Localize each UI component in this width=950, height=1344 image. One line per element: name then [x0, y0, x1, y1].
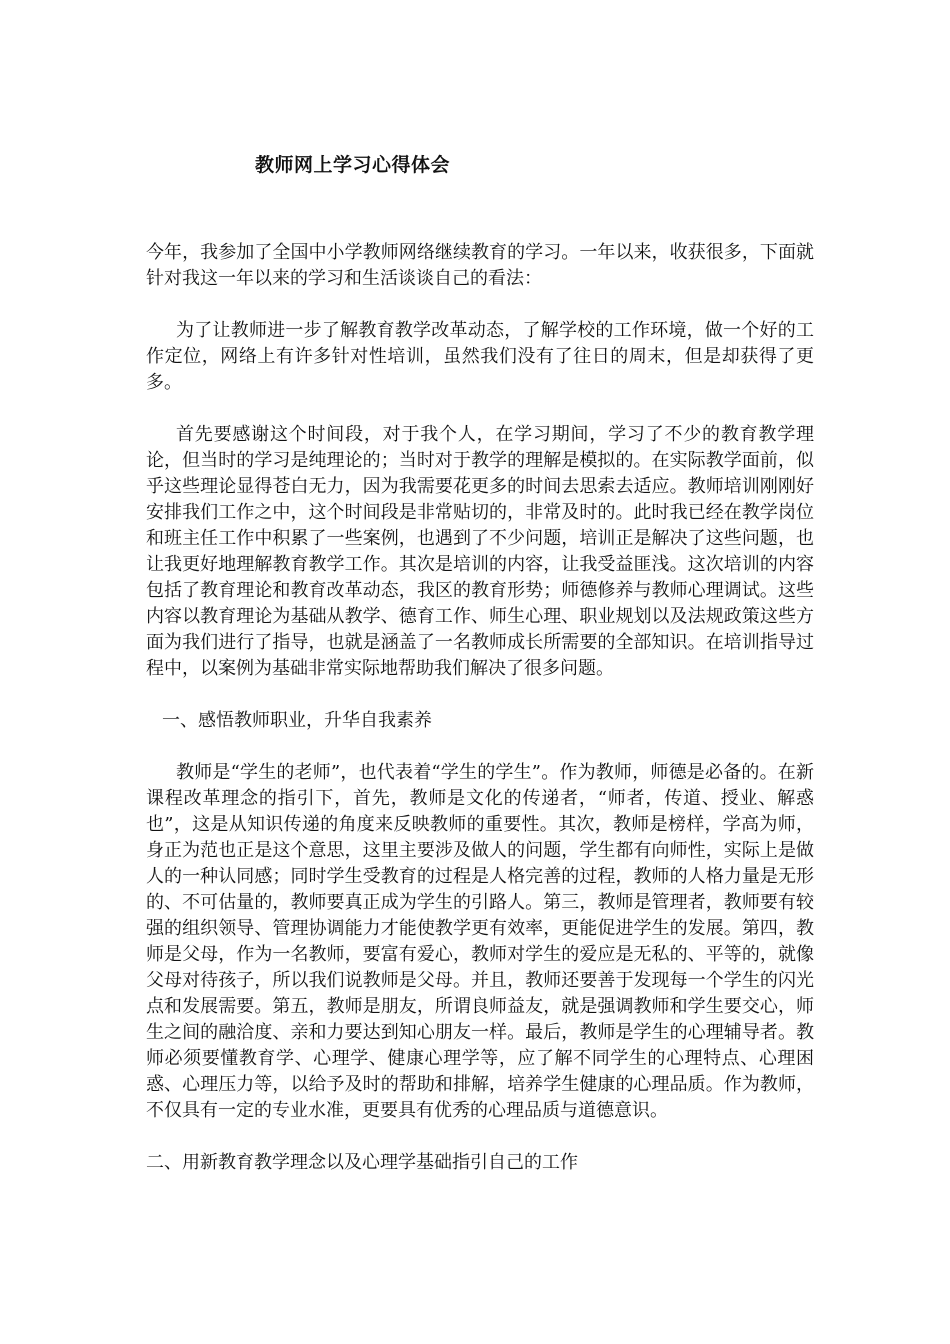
paragraph-gratitude: 首先要感谢这个时间段，对于我个人，在学习期间，学习了不少的教育教学理论，但当时的学习是纯理论的；当时对于教学的理解是模拟的。在实际教学面前，似乎这些理论显得苍白无力，因为我需要花更多的时间去思索去适应。教师培训刚刚好安排我们工作之中，这个时间段是非常贴切的，非常及时的。此时我已经在教学岗位和班主任工作中积累了一些案例，也遇到了不少问题，培训正是解决了这些问题，也让我更好地理解教育教学工作。其次是培训的内容，让我受益匪浅。这次培训的内容包括了教育理论和教育改革动态，我区的教育形势；师德修养与教师心理调试。这些内容以教育理论为基础从教学、德育工作、师生心理、职业规划以及法规政策这些方面为我们进行了指导，也就是涵盖了一名教师成长所需要的全部知识。在培训指导过程中，以案例为基础非常实际地帮助我们解决了很多问题。 — [146, 424, 814, 679]
paragraph-teacher-roles: 教师是“学生的老师”，也代表着“学生的学生”。作为教师，师德是必备的。在新课程改革理念的指引下，首先，教师是文化的传递者，“师者，传道、授业、解惑也”，这是从知识传递的角度来反映教师的重要性。其次，教师是榜样，学高为师，身正为范也正是这个意思，这里主要涉及做人的问题，学生都有向师性，实际上是做人的一种认同感；同时学生受教育的过程是人格完善的过程，教师的人格力量是无形的、不可估量的，教师要真正成为学生的引路人。第三，教师是管理者，教师要有较强的组织领导、管理协调能力才能使教学更有效率，更能促进学生的发展。第四，教师是父母，作为一名教师，要富有爱心，教师对学生的爱应是无私的、平等的，就像父母对待孩子，所以我们说教师是父母。并且，教师还要善于发现每一个学生的闪光点和发展需要。第五，教师是朋友，所谓良师益友，就是强调教师和学生要交心，师生之间的融洽度、亲和力要达到知心朋友一样。最后，教师是学生的心理辅导者。教师必须要懂教育学、心理学、健康心理学等，应了解不同学生的心理特点、心理困惑、心理压力等，以给予及时的帮助和排解，培养学生健康的心理品质。作为教师，不仅具有一定的专业水准，更要具有优秀的心理品质与道德意识。 — [146, 762, 814, 1121]
paragraph-purpose: 为了让教师进一步了解教育教学改革动态，了解学校的工作环境，做一个好的工作定位，网络上有许多针对性培训，虽然我们没有了往日的周末，但是却获得了更多。 — [146, 320, 814, 393]
document-title: 教师网上学习心得体会 — [255, 154, 451, 176]
paragraph-intro: 今年，我参加了全国中小学教师网络继续教育的学习。一年以来，收获很多，下面就针对我这一年以来的学习和生活谈谈自己的看法： — [146, 242, 814, 289]
section-heading-2: 二、用新教育教学理念以及心理学基础指引自己的工作 — [146, 1152, 578, 1173]
document-body — [146, 240, 814, 1202]
section-heading-1: 一、感悟教师职业，升华自我素养 — [162, 710, 432, 731]
